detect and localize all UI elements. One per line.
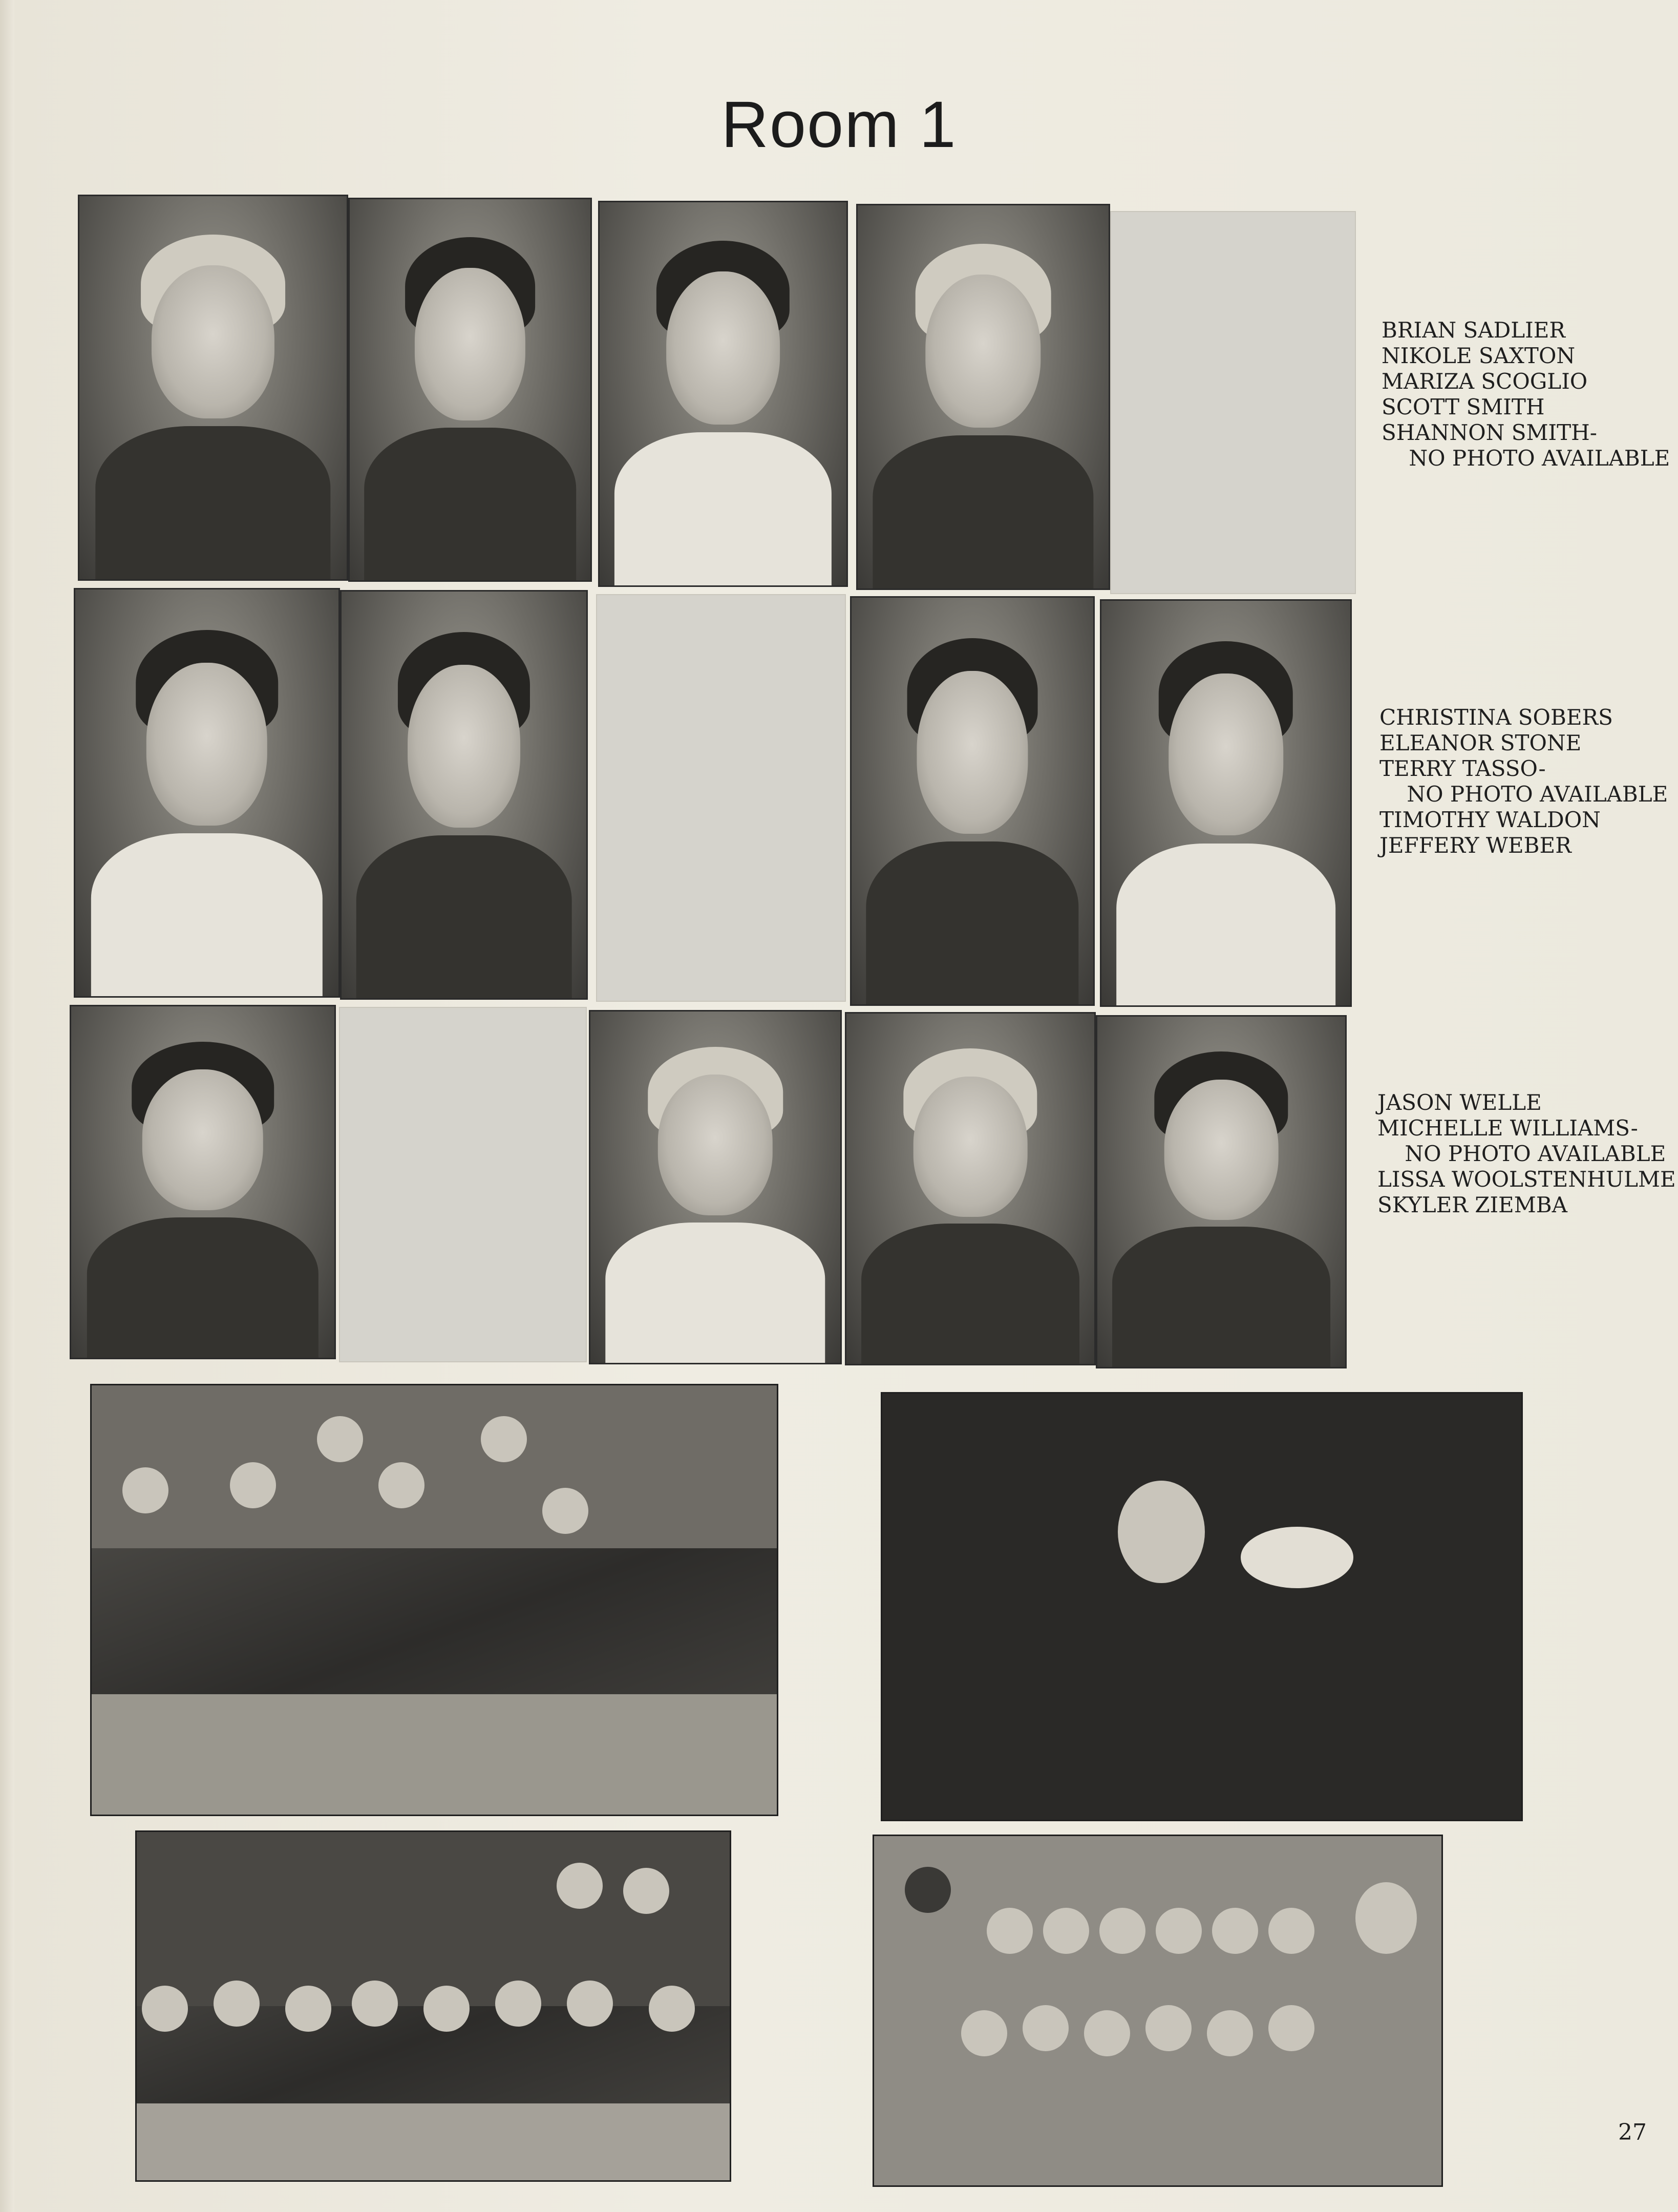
child-figure xyxy=(495,1981,541,2027)
child-figure xyxy=(567,1981,613,2027)
page-title: Room 1 xyxy=(721,88,957,161)
photo-background xyxy=(137,1832,730,2006)
photo-ground xyxy=(137,2103,730,2180)
portrait-photo xyxy=(589,1010,842,1364)
portrait-body xyxy=(91,833,323,996)
no-photo-placeholder xyxy=(596,594,846,1002)
child-figure xyxy=(1156,1908,1202,1954)
portrait-face xyxy=(917,671,1028,834)
portrait-body xyxy=(873,435,1093,588)
portrait-face xyxy=(925,275,1040,428)
child-figure xyxy=(122,1467,168,1513)
photo-background xyxy=(92,1385,777,1548)
portrait-face xyxy=(1169,673,1283,835)
page-edge xyxy=(0,0,14,2212)
child-figure xyxy=(423,1986,470,2032)
portrait-photo xyxy=(70,1005,336,1359)
portrait-photo xyxy=(845,1012,1096,1365)
child-figure xyxy=(1043,1908,1089,1954)
portrait-body xyxy=(364,428,576,580)
child-figure xyxy=(1268,1908,1314,1954)
portrait-photo xyxy=(1096,1015,1347,1368)
portrait-body xyxy=(1116,844,1335,1005)
portrait-body xyxy=(95,426,330,579)
portrait-face xyxy=(666,271,780,425)
page-number: 27 xyxy=(1618,2119,1647,2145)
portrait-photo xyxy=(348,198,592,582)
no-photo-placeholder xyxy=(339,1007,587,1362)
child-figure xyxy=(1207,2010,1253,2056)
portrait-face xyxy=(1164,1080,1279,1220)
portrait-body xyxy=(87,1217,318,1358)
child-figure xyxy=(1099,1908,1145,1954)
portrait-body xyxy=(614,432,832,585)
portrait-face xyxy=(415,268,525,420)
portrait-face xyxy=(408,665,520,828)
child-figure xyxy=(214,1981,260,2027)
class-group-photo-outdoor xyxy=(135,1830,731,2182)
portrait-photo xyxy=(74,588,340,998)
adult-figure xyxy=(905,1867,951,1913)
candid-photo-teacher-calf xyxy=(881,1392,1523,1821)
adult-figure xyxy=(1118,1481,1205,1583)
adult-figure xyxy=(557,1863,603,1909)
portrait-photo xyxy=(856,204,1110,590)
portrait-face xyxy=(146,663,267,826)
portrait-face xyxy=(658,1075,773,1215)
no-photo-placeholder xyxy=(1110,211,1356,594)
adult-figure xyxy=(1355,1882,1417,1954)
portrait-body xyxy=(866,841,1078,1004)
child-figure xyxy=(352,1981,398,2027)
portrait-photo xyxy=(78,195,348,581)
portrait-photo xyxy=(340,590,588,1000)
portrait-photo xyxy=(850,596,1095,1006)
candid-photo-wagon xyxy=(90,1384,778,1816)
child-figure xyxy=(649,1986,695,2032)
calf-figure xyxy=(1241,1527,1353,1588)
photo-background xyxy=(882,1394,1521,1820)
child-figure xyxy=(142,1986,188,2032)
child-figure xyxy=(987,1908,1033,1954)
child-figure xyxy=(317,1416,363,1462)
child-figure xyxy=(961,2010,1007,2056)
child-figure xyxy=(481,1416,527,1462)
child-figure xyxy=(1268,2005,1314,2051)
portrait-body xyxy=(861,1224,1079,1364)
portrait-photo xyxy=(1100,599,1352,1007)
portrait-body xyxy=(356,835,572,998)
photo-ground xyxy=(92,1694,777,1815)
child-figure xyxy=(542,1488,588,1534)
child-figure xyxy=(230,1462,276,1508)
child-figure xyxy=(378,1462,424,1508)
portrait-photo xyxy=(598,201,848,587)
child-figure xyxy=(1023,2005,1069,2051)
name-list: CHRISTINA SOBERS ELEANOR STONE TERRY TASSO- NO PHOTO AVAILABLE TIMOTHY WALDON JEFFERY WEBER xyxy=(1379,705,1668,858)
portrait-face xyxy=(152,265,274,418)
portrait-body xyxy=(1112,1227,1330,1367)
portrait-face xyxy=(914,1077,1028,1217)
portrait-face xyxy=(142,1069,263,1210)
adult-figure xyxy=(623,1868,669,1914)
child-figure xyxy=(1084,2010,1130,2056)
portrait-body xyxy=(605,1223,825,1363)
child-figure xyxy=(1212,1908,1258,1954)
name-list: JASON WELLE MICHELLE WILLIAMS- NO PHOTO AVAILABLE LISSA WOOLSTENHULME SKYLER ZIEMBA xyxy=(1377,1090,1676,1217)
child-figure xyxy=(1145,2005,1192,2051)
class-group-photo-indoor xyxy=(873,1835,1443,2187)
child-figure xyxy=(285,1986,331,2032)
name-list: BRIAN SADLIER NIKOLE SAXTON MARIZA SCOGLIO SCOTT SMITH SHANNON SMITH- NO PHOTO AVAILABLE xyxy=(1382,318,1670,471)
